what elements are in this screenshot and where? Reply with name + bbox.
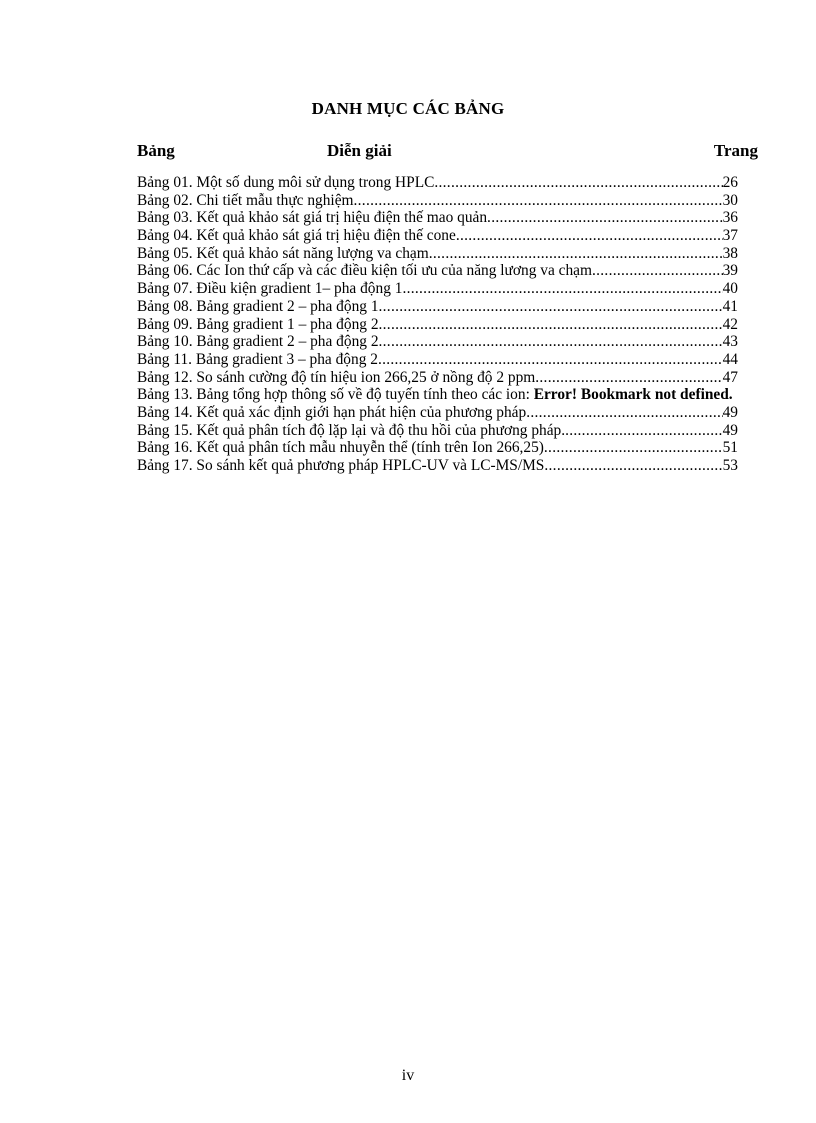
entry-page: 53 [722, 457, 738, 475]
list-item[interactable] [137, 333, 738, 351]
entry-label: Bảng 04. Kết quả khảo sát giá trị hiệu điện thế cone [137, 227, 456, 245]
list-item[interactable] [137, 262, 738, 280]
entry-label: Bảng 13. Bảng tổng hợp thông số về độ tuyến tính theo các ion: [137, 386, 534, 404]
dot-leader [379, 333, 723, 351]
entry-label: Bảng 01. Một số dung môi sử dụng trong HPLC [137, 174, 435, 191]
entry-page: 40 [722, 280, 738, 298]
dot-leader [354, 192, 723, 210]
header-dien-giai: Diễn giải [327, 141, 392, 160]
list-item[interactable] [137, 227, 738, 245]
list-item[interactable] [137, 404, 738, 422]
list-item[interactable] [137, 209, 738, 227]
list-item[interactable] [137, 174, 738, 192]
list-item[interactable] [137, 280, 738, 298]
dot-leader [429, 245, 723, 263]
dot-leader [379, 298, 723, 316]
dot-leader [379, 316, 723, 334]
list-item[interactable] [137, 439, 738, 457]
dot-leader [544, 439, 723, 457]
entry-page: 39 [722, 262, 738, 280]
entry-label: Bảng 05. Kết quả khảo sát năng lượng va chạm [137, 244, 429, 262]
entry-label: Bảng 08. Bảng gradient 2 – pha động 1 [137, 297, 379, 315]
entry-page: 47 [722, 368, 738, 386]
page-number: iv [401, 1067, 415, 1084]
entry-label: Bảng 03. Kết quả khảo sát giá trị hiệu điện thế mao quản [137, 209, 488, 227]
error-bookmark-text: Error! Bookmark not defined. [533, 386, 733, 404]
list-item[interactable] [137, 457, 738, 475]
list-item[interactable] [137, 369, 738, 387]
entry-page: 42 [722, 315, 738, 333]
dot-leader [487, 209, 723, 227]
table-header [137, 141, 758, 163]
dot-leader [565, 422, 723, 440]
entry-label: Bảng 15. Kết quả phân tích độ lặp lại và độ thu hồi của phương pháp. [137, 421, 566, 439]
dot-leader [456, 227, 723, 245]
dot-leader [378, 351, 723, 369]
entry-page: 43 [722, 333, 738, 351]
list-item[interactable] [137, 192, 738, 210]
list-item[interactable] [137, 298, 738, 316]
entry-label: Bảng 16. Kết quả phân tích mẫu nhuyễn thể (tính trên Ion 266,25) [137, 439, 544, 457]
list-item[interactable] [137, 422, 738, 440]
entry-page: 36 [722, 209, 738, 227]
entry-label: Bảng 07. Điều kiện gradient 1– pha động 1 [137, 280, 403, 298]
entry-label: Bảng 10. Bảng gradient 2 – pha động 2 [137, 333, 379, 351]
list-item-error[interactable] [137, 386, 738, 404]
entry-label: Bảng 14. Kết quả xác định giới hạn phát hiện của phương pháp [137, 403, 527, 421]
entry-page: 44 [722, 350, 738, 368]
page-title: DANH MỤC CÁC BẢNG [311, 99, 505, 118]
entry-page: 49 [722, 421, 738, 439]
entry-page: 41 [722, 297, 738, 315]
entry-label: Bảng 11. Bảng gradient 3 – pha động 2 [137, 350, 378, 368]
dot-leader [544, 457, 722, 475]
entry-label: Bảng 12. So sánh cường độ tín hiệu ion 266,25 ở nồng độ 2 ppm [137, 368, 536, 386]
entry-label: Bảng 17. So sánh kết quả phương pháp HPLC-UV và LC-MS/MS [137, 457, 545, 475]
entry-page: 51 [722, 439, 738, 457]
dot-leader [526, 404, 722, 422]
entry-label: Bảng 02. Chi tiết mẫu thực nghiệm [137, 191, 354, 209]
dot-leader [535, 369, 722, 387]
table-of-tables [137, 174, 738, 475]
header-trang: Trang [713, 141, 758, 160]
dot-leader [434, 174, 722, 192]
list-item[interactable] [137, 316, 738, 334]
dot-leader [402, 280, 722, 298]
entry-page: 26 [722, 174, 738, 191]
entry-page: 49 [722, 403, 738, 421]
list-item[interactable] [137, 245, 738, 263]
entry-label: Bảng 09. Bảng gradient 1 – pha động 2 [137, 315, 379, 333]
entry-page: 38 [722, 244, 738, 262]
entry-label: Bảng 06. Các Ion thứ cấp và các điều kiện tối ưu của năng lương va chạm [137, 262, 592, 280]
entry-page: 37 [722, 227, 738, 245]
entry-page: 30 [722, 191, 738, 209]
header-bang: Bảng [137, 141, 175, 160]
dot-leader [592, 262, 723, 280]
list-item[interactable] [137, 351, 738, 369]
